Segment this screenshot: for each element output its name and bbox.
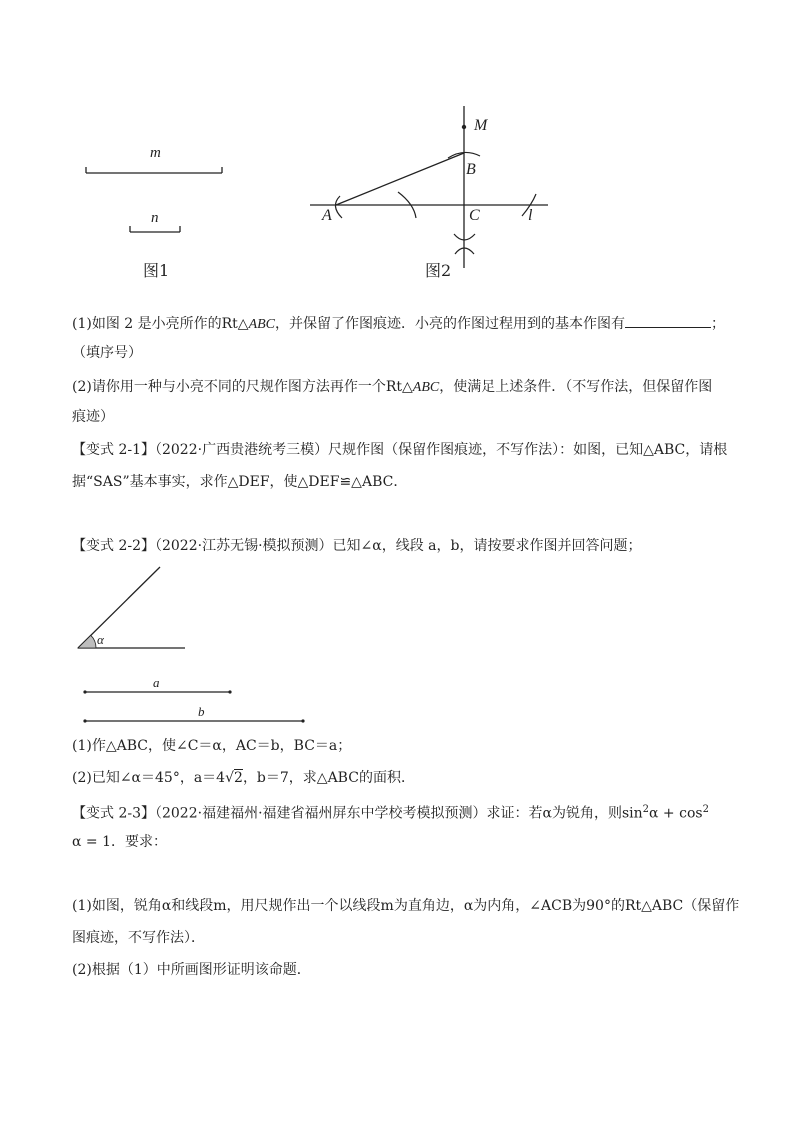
variant-2-2-figure bbox=[70, 560, 320, 730]
question-1-triangle: ABC bbox=[248, 317, 276, 332]
point-M-label: M bbox=[474, 117, 488, 134]
question-1-text-d: ； bbox=[711, 316, 726, 332]
variant-2-3-line-2: α = 1．要求： bbox=[72, 834, 167, 850]
question-1-text-c: ，并保留了作图痕迹．小亮的作图过程用到的基本作图有 bbox=[275, 316, 626, 332]
variant-2-2-item-2-text-a: (2)已知∠α＝45°，a＝4 bbox=[72, 770, 226, 786]
variant-2-3-line-1 bbox=[72, 800, 709, 824]
question-1-answer-blank bbox=[625, 313, 711, 328]
question-2-text-c: ，使满足上述条件．（不写作法，但保留作图 bbox=[439, 379, 713, 395]
point-A-label: A bbox=[322, 207, 332, 224]
question-2-line-2: 痕迹） bbox=[72, 409, 114, 425]
variant-2-3-exponent-1: 2 bbox=[642, 804, 650, 815]
question-1-line-1 bbox=[72, 313, 725, 335]
variant-2-3-item-1-line-2: 图痕迹，不写作法）． bbox=[72, 930, 205, 946]
question-1-text-a: (1)如图 2 是小亮所作的Rt△ bbox=[72, 316, 249, 332]
variant-2-2-item-2 bbox=[72, 768, 415, 788]
figure-2 bbox=[300, 100, 560, 275]
variant-2-3-text-b: α + cos bbox=[649, 805, 703, 822]
variant-2-1-line-1: 【变式 2-1】（2022·广西贵港统考三模）尺规作图（保留作图痕迹，不写作法）：如图，已知△ABC，请根 bbox=[72, 442, 728, 458]
angle-alpha-label: α bbox=[97, 632, 104, 647]
point-C-label: C bbox=[469, 207, 480, 224]
variant-2-3-text-a: 【变式 2-3】（2022·福建福州·福建省福州屏东中学校考模拟预测）求证：若α为锐角，则sin bbox=[72, 805, 643, 822]
point-B-label: B bbox=[466, 161, 476, 178]
figure-2-drawing bbox=[300, 100, 560, 275]
segment-n-label: n bbox=[151, 210, 159, 226]
variant-2-2-item-1: (1)作△ABC，使∠C＝α，AC＝b，BC＝a； bbox=[72, 738, 352, 754]
segment-b-label: b bbox=[198, 704, 205, 719]
variant-2-1-line-2: 据“SAS”基本事实，求作△DEF，使△DEF≌△ABC． bbox=[72, 474, 408, 490]
segment-m-label: m bbox=[150, 145, 161, 161]
figure-1-label: 图1 bbox=[143, 261, 170, 280]
variant-2-2-item-2-text-b: ，b＝7，求△ABC的面积． bbox=[242, 770, 415, 786]
variant-2-3-item-2: (2)根据（1）中所画图形证明该命题． bbox=[72, 962, 311, 978]
variant-2-2-radicand: 2 bbox=[234, 770, 243, 786]
variant-2-2-title: 【变式 2-2】（2022·江苏无锡·模拟预测）已知∠α，线段 a，b，请按要求作图并回答问题； bbox=[72, 538, 642, 554]
question-2-text-a: (2)请你用一种与小亮不同的尺规作图方法再作一个Rt△ bbox=[72, 379, 413, 395]
line-l-label: l bbox=[528, 207, 533, 224]
variant-2-3-exponent-2: 2 bbox=[702, 804, 709, 815]
sqrt-sign: √ bbox=[225, 770, 235, 786]
variant-2-2-drawing bbox=[70, 560, 320, 730]
variant-2-3-item-1-line-1: (1)如图，锐角α和线段m，用尺规作出一个以线段m为直角边，α为内角，∠ACB为90°的Rt△ABC（保留作 bbox=[72, 898, 740, 914]
question-2-line-1 bbox=[72, 377, 712, 398]
segment-a-label: a bbox=[153, 675, 160, 690]
question-1-line-2: （填序号） bbox=[72, 345, 142, 361]
figure-2-label: 图2 bbox=[425, 261, 452, 280]
question-2-triangle: ABC bbox=[412, 380, 440, 395]
